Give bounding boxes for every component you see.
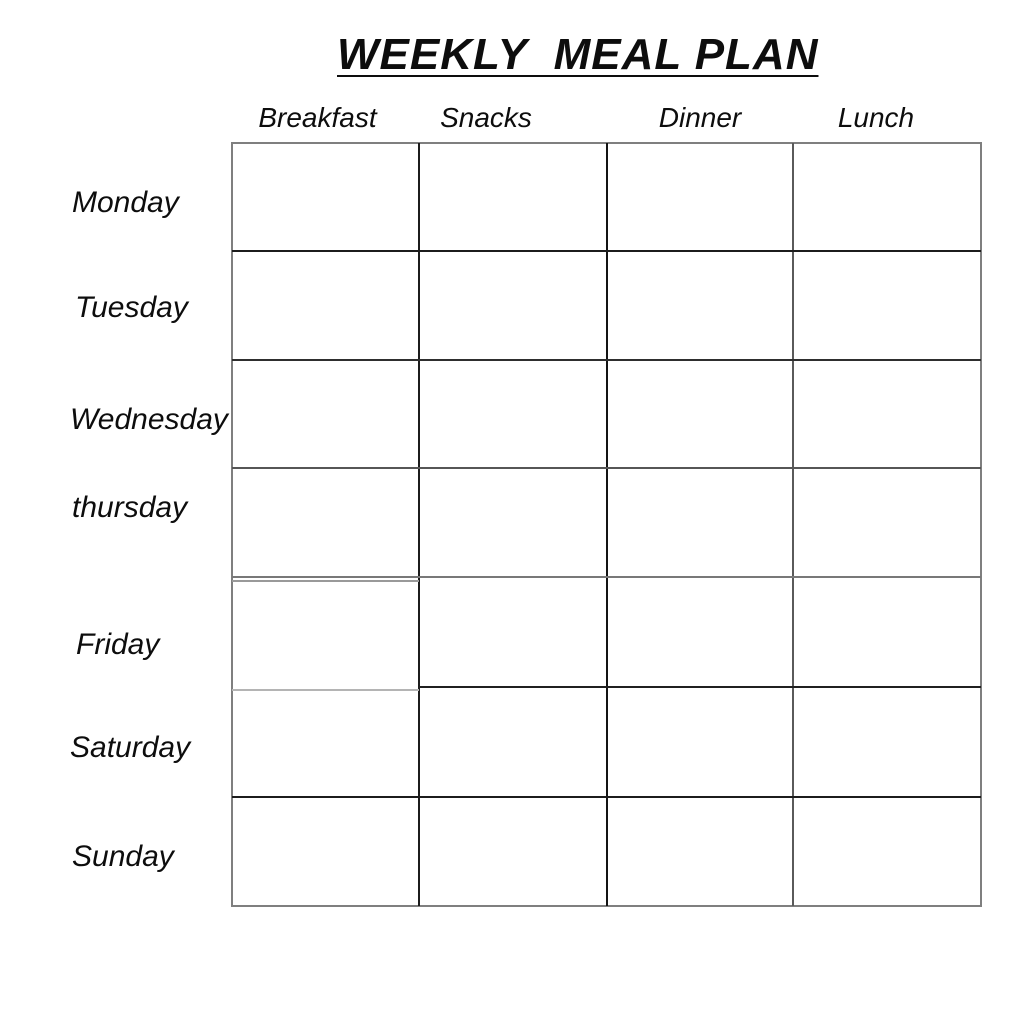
cell-sunday-dinner[interactable] xyxy=(609,799,791,904)
day-label-thursday: thursday xyxy=(72,491,188,524)
cell-tuesday-snacks[interactable] xyxy=(421,253,605,358)
grid-horizontal-line xyxy=(232,796,981,798)
column-header-breakfast: Breakfast xyxy=(258,102,377,133)
grid-vertical-line xyxy=(606,143,608,906)
cell-wednesday-snacks[interactable] xyxy=(421,362,605,466)
cell-wednesday-dinner[interactable] xyxy=(609,362,791,466)
grid-horizontal-line xyxy=(232,467,981,469)
grid-vertical-line xyxy=(418,143,420,906)
cell-friday-dinner[interactable] xyxy=(609,579,791,685)
cell-tuesday-breakfast[interactable] xyxy=(234,253,417,358)
cell-saturday-lunch[interactable] xyxy=(795,689,979,795)
cell-friday-snacks[interactable] xyxy=(421,579,605,685)
cell-saturday-snacks[interactable] xyxy=(421,689,605,795)
cell-wednesday-lunch[interactable] xyxy=(795,362,979,466)
day-label-friday: Friday xyxy=(76,628,160,661)
column-header-snacks: Snacks xyxy=(440,102,532,133)
page-title: WEEKLY MEAL PLAN xyxy=(337,30,819,79)
cell-saturday-breakfast[interactable] xyxy=(234,689,417,795)
day-label-saturday: Saturday xyxy=(70,731,191,764)
column-header-lunch: Lunch xyxy=(837,102,915,133)
grid-horizontal-line xyxy=(232,250,981,252)
column-header-dinner: Dinner xyxy=(658,102,742,133)
cell-sunday-snacks[interactable] xyxy=(421,799,605,904)
cell-tuesday-lunch[interactable] xyxy=(795,253,979,358)
cell-thursday-breakfast[interactable] xyxy=(234,470,417,575)
day-label-monday: Monday xyxy=(72,186,179,219)
grid-horizontal-line xyxy=(232,576,981,578)
cell-monday-snacks[interactable] xyxy=(421,145,605,249)
cell-monday-lunch[interactable] xyxy=(795,145,979,249)
cell-thursday-snacks[interactable] xyxy=(421,470,605,575)
cell-tuesday-dinner[interactable] xyxy=(609,253,791,358)
cell-saturday-dinner[interactable] xyxy=(609,689,791,795)
cell-thursday-dinner[interactable] xyxy=(609,470,791,575)
cell-friday-lunch[interactable] xyxy=(795,579,979,685)
grid-vertical-line xyxy=(792,143,794,906)
cell-sunday-lunch[interactable] xyxy=(795,799,979,904)
grid-horizontal-line xyxy=(419,686,981,688)
day-label-tuesday: Tuesday xyxy=(75,291,188,324)
cell-monday-breakfast[interactable] xyxy=(234,145,417,249)
day-label-sunday: Sunday xyxy=(72,840,174,873)
cell-wednesday-breakfast[interactable] xyxy=(234,362,417,466)
cell-monday-dinner[interactable] xyxy=(609,145,791,249)
cell-sunday-breakfast[interactable] xyxy=(234,799,417,904)
day-label-wednesday: Wednesday xyxy=(70,403,228,436)
cell-friday-breakfast[interactable] xyxy=(234,579,417,685)
grid-horizontal-line xyxy=(232,359,981,361)
cell-thursday-lunch[interactable] xyxy=(795,470,979,575)
